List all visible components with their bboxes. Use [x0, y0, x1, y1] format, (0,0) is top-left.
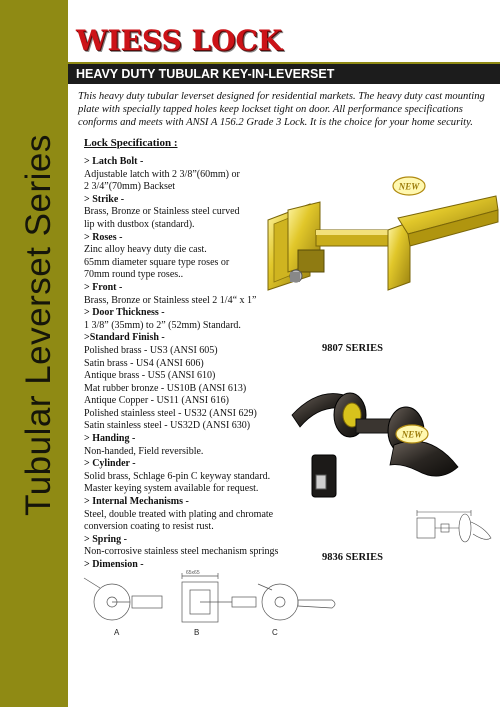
svg-text:65x65: 65x65 [186, 570, 200, 576]
spec-heading: > Door Thickness - [84, 307, 165, 319]
product-9807-series-label: 9807 SERIES [322, 343, 383, 354]
product-9836-image [290, 375, 460, 510]
spec-text: Solid brass, Schlage 6-pin C keyway standard. Master keying system available for request. [84, 470, 271, 495]
spec-text: Steel, double treated with plating and chromate conversion coating to resist rust. [84, 508, 274, 533]
dimension-label-c: C [272, 628, 278, 637]
dimension-label-a: A [114, 628, 120, 637]
spec-item [84, 307, 384, 332]
heading-bar [68, 64, 500, 84]
page-heading: HEAVY DUTY TUBULAR KEY-IN-LEVERSET [76, 67, 335, 81]
spec-text: Brass, Bronze or Stainless steel curved lip with dustbox (standard). [84, 206, 240, 230]
product-9836-new-badge [395, 424, 429, 444]
svg-text:NEW: NEW [398, 181, 420, 192]
product-9807-new-badge [392, 176, 426, 196]
spec-text: Zinc alloy heavy duty die cast. 65mm diameter square type roses or 70mm round type roses.. [84, 244, 230, 281]
product-9836-series-label: 9836 SERIES [322, 552, 383, 563]
side-series-title: Tubular Leverset Series [19, 134, 58, 516]
dimension-drawings [82, 570, 342, 628]
spec-heading: > Internal Mechanisms - [84, 496, 189, 508]
spec-text: Brass, Bronze or Stainless steel 2 1/4“ x 1” [84, 294, 257, 306]
spec-title: Lock Specification : [84, 137, 178, 149]
spec-heading: > Spring - [84, 533, 127, 545]
svg-text:NEW: NEW [401, 429, 423, 440]
spec-text: Non-handed, Field reversible. [84, 445, 204, 457]
spec-text: Non-corrosive stainless steel mechanism springs [84, 546, 279, 558]
spec-text: Polished brass - US3 (ANSI 605) Satin brass - US4 (ANSI 606) Antique brass - US5 (ANSI 610) Mat rubber bronze - US10B (ANSI 613) Antique Copper - US11 (ANSI 616) Polished stainless steel - US32 (ANSI 629) Satin stainless steel - US32D (ANSI 630) [84, 344, 257, 432]
product-9807-image [258, 190, 500, 295]
spec-heading: > Strike - [84, 193, 125, 205]
spec-item [84, 156, 384, 194]
latch-technical-drawing [415, 508, 495, 546]
spec-heading: > Cylinder - [84, 458, 136, 470]
spec-text: Adjustable latch with 2 3/8”(60mm) or 2 3/4”(70mm) Backset [84, 168, 240, 193]
spec-heading: > Front - [84, 281, 123, 293]
intro-paragraph: This heavy duty tubular leverset designed for residential markets. The heavy duty cast mounting plate with specially tapped holes keep lockset tight on door. All performance specifications conforms and meets with ANSI A 156.2 Grade 3 Lock. It is the choice for your home security. [78, 91, 485, 128]
spec-heading: > Handing - [84, 433, 136, 445]
brand-logo: WIESS LOCK [76, 24, 283, 57]
spec-heading: >Standard Finish - [84, 332, 165, 344]
spec-heading: > Latch Bolt - [84, 156, 144, 167]
spec-heading: > Roses - [84, 231, 123, 243]
spec-heading: > Dimension - [84, 559, 144, 570]
dimension-label-b: B [194, 628, 200, 637]
spec-text: 1 3/8” (35mm) to 2” (52mm) Standard. [84, 319, 241, 331]
